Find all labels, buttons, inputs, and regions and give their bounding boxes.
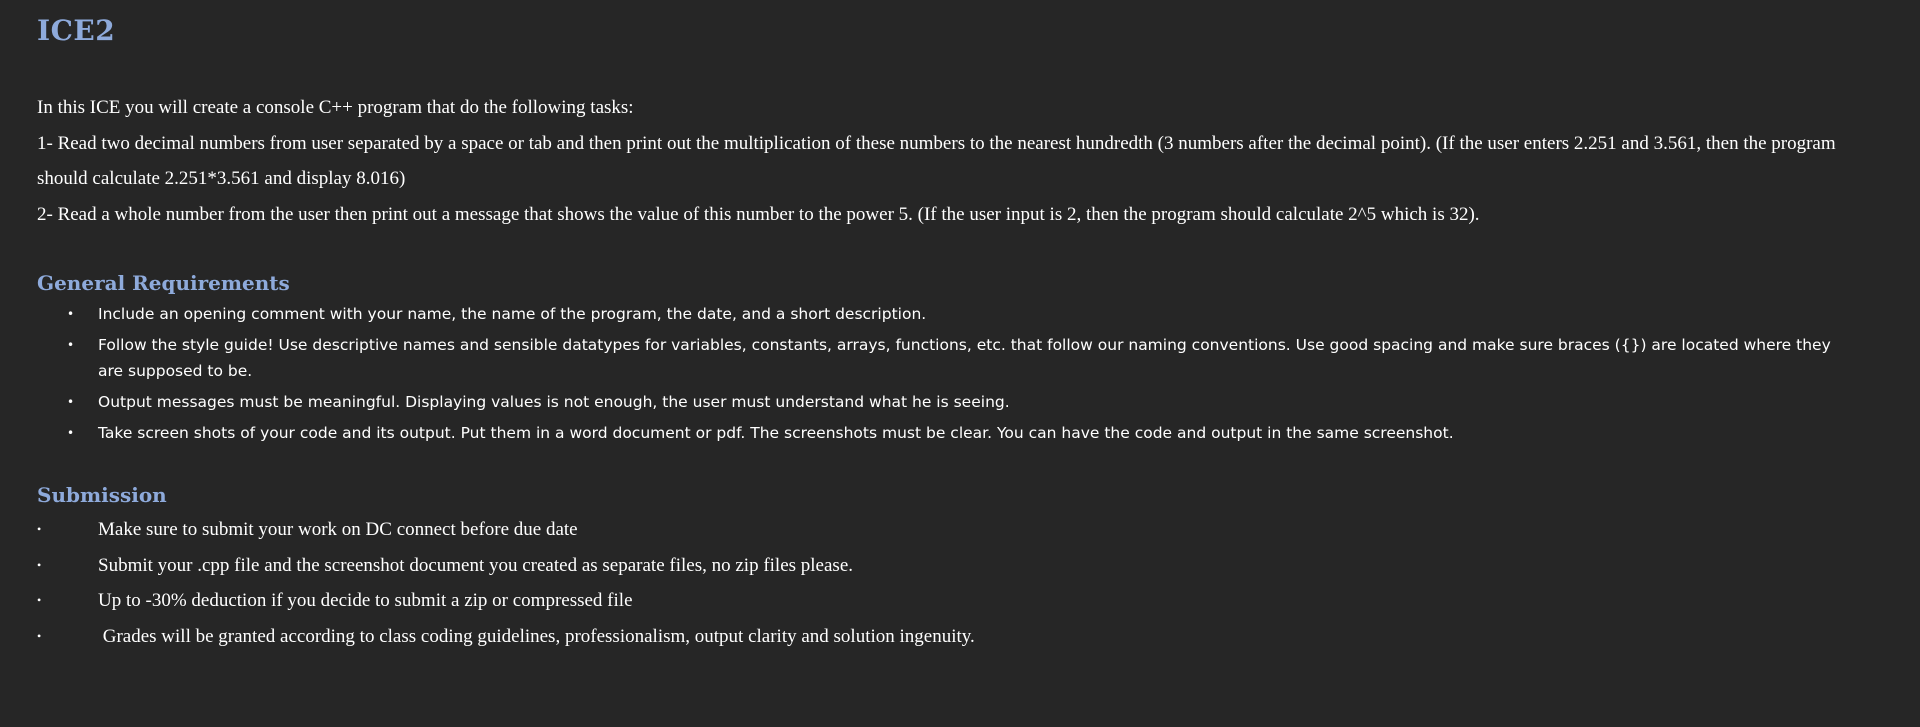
list-item <box>37 619 1437 655</box>
list-item <box>37 583 1437 619</box>
bullet-icon: • <box>67 425 75 440</box>
task-2-text: 2- Read a whole number from the user then print out a message that shows the value of this number to the power 5. (If the user input is 2, then the program should calculate 2^5 which is 32). <box>37 203 1480 225</box>
bullet-icon: • <box>37 593 42 607</box>
general-requirements-heading: General Requirements <box>37 271 290 295</box>
page-title: ICE2 <box>37 14 116 47</box>
list-item-text: Include an opening comment with your name, the name of the program, the date, and a short description. <box>98 305 927 323</box>
submission-list <box>37 512 1437 654</box>
list-item-text: Take screen shots of your code and its output. Put them in a word document or pdf. The screenshots must be clear. You can have the code and output in the same screenshot. <box>98 423 1454 442</box>
list-item <box>37 512 1437 548</box>
list-item-text: Submit your .cpp file and the screenshot document you created as separate files, no zip files please. <box>98 554 853 576</box>
list-item-text: Follow the style guide! Use descriptive names and sensible datatypes for variables, constants, arrays, functions, etc. that follow our naming conventions. Use good spacing and make sure braces ({}) are located where they are supposed to be. <box>98 336 1831 380</box>
bullet-icon: • <box>67 394 75 409</box>
list-item-text: Grades will be granted according to class coding guidelines, professionalism, output clarity and solution ingenuity. <box>98 625 975 647</box>
bullet-icon: • <box>37 628 42 643</box>
intro-text: In this ICE you will create a console C++ program that do the following tasks: <box>37 97 634 118</box>
list-item <box>37 390 1857 416</box>
bullet-icon: • <box>37 522 42 536</box>
intro-section <box>37 90 1887 232</box>
list-item-text: Output messages must be meaningful. Displaying values is not enough, the user must understand what he is seeing. <box>98 392 1010 411</box>
list-item <box>37 302 1857 328</box>
bullet-icon: • <box>67 338 75 352</box>
list-item-text: Make sure to submit your work on DC connect before due date <box>98 519 578 540</box>
bullet-icon: • <box>37 557 42 572</box>
submission-heading: Submission <box>37 483 167 507</box>
task-1-text: 1- Read two decimal numbers from user separated by a space or tab and then print out the multiplication of these numbers to the nearest hundredth (3 numbers after the decimal point). (If the user enters 2.251 and 3.561, then the program should calculate 2.251*3.561 and display 8.016) <box>37 132 1836 189</box>
list-item-text: Up to -30% deduction if you decide to submit a zip or compressed file <box>98 590 633 611</box>
list-item <box>37 548 1437 584</box>
list-item <box>37 421 1857 447</box>
bullet-icon: • <box>67 307 75 321</box>
list-item <box>37 333 1857 384</box>
general-requirements-list <box>37 302 1857 452</box>
